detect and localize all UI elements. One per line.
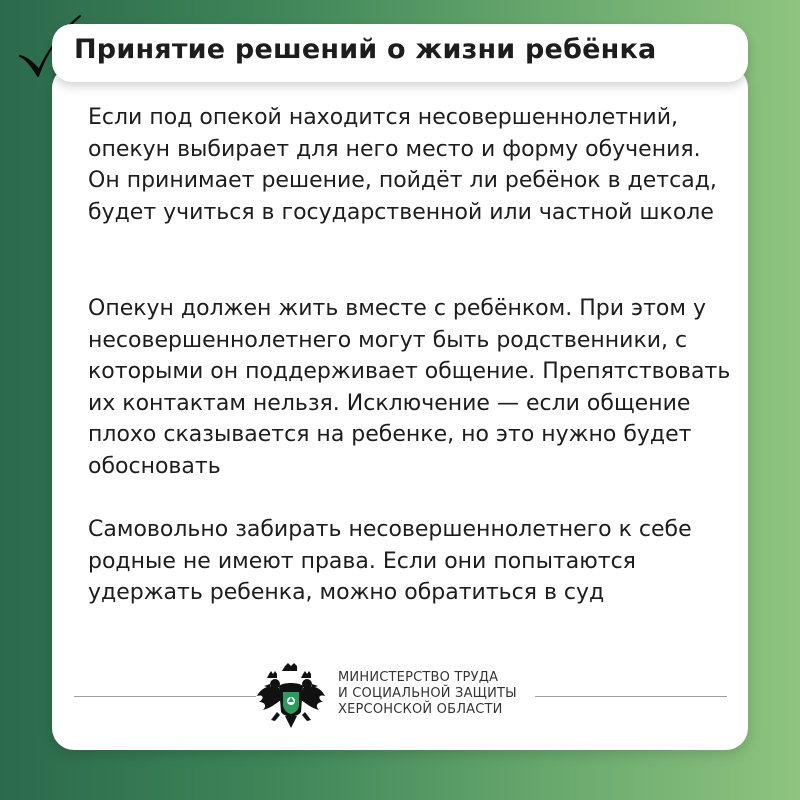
content-card bbox=[52, 66, 748, 750]
paragraph-living-together: Опекун должен жить вместе с ребёнком. При этом у несовершеннолетнего могут быть родственники, с которыми он поддерживает общение. Препятствовать их контактам нельзя. Исключение — если общение плохо сказывается на ребенке, но это нужно будет обосновать bbox=[88, 296, 731, 479]
footer-divider-left bbox=[74, 696, 256, 697]
page-title: Принятие решений о жизни ребёнка bbox=[74, 34, 657, 65]
ministry-line-1: МИНИСТЕРСТВО ТРУДА bbox=[338, 670, 499, 685]
double-headed-eagle-emblem-icon bbox=[255, 662, 327, 732]
ministry-name bbox=[338, 670, 517, 718]
ministry-line-3: ХЕРСОНСКОЙ ОБЛАСТИ bbox=[338, 702, 503, 717]
paragraph-court: Самовольно забирать несовершеннолетнего к себе родные не имеют права. Если они попытаются удержать ребенка, можно обратиться в суд bbox=[88, 517, 692, 605]
ministry-line-2: И СОЦИАЛЬНОЙ ЗАЩИТЫ bbox=[338, 686, 517, 701]
footer-divider-right bbox=[535, 696, 727, 697]
title-banner bbox=[52, 24, 748, 82]
paragraph-education: Если под опекой находится несовершеннолетний, опекун выбирает для него место и форму обучения. Он принимает решение, пойдёт ли ребёнок в детсад, будет учиться в государственной или частной школе bbox=[88, 105, 717, 225]
